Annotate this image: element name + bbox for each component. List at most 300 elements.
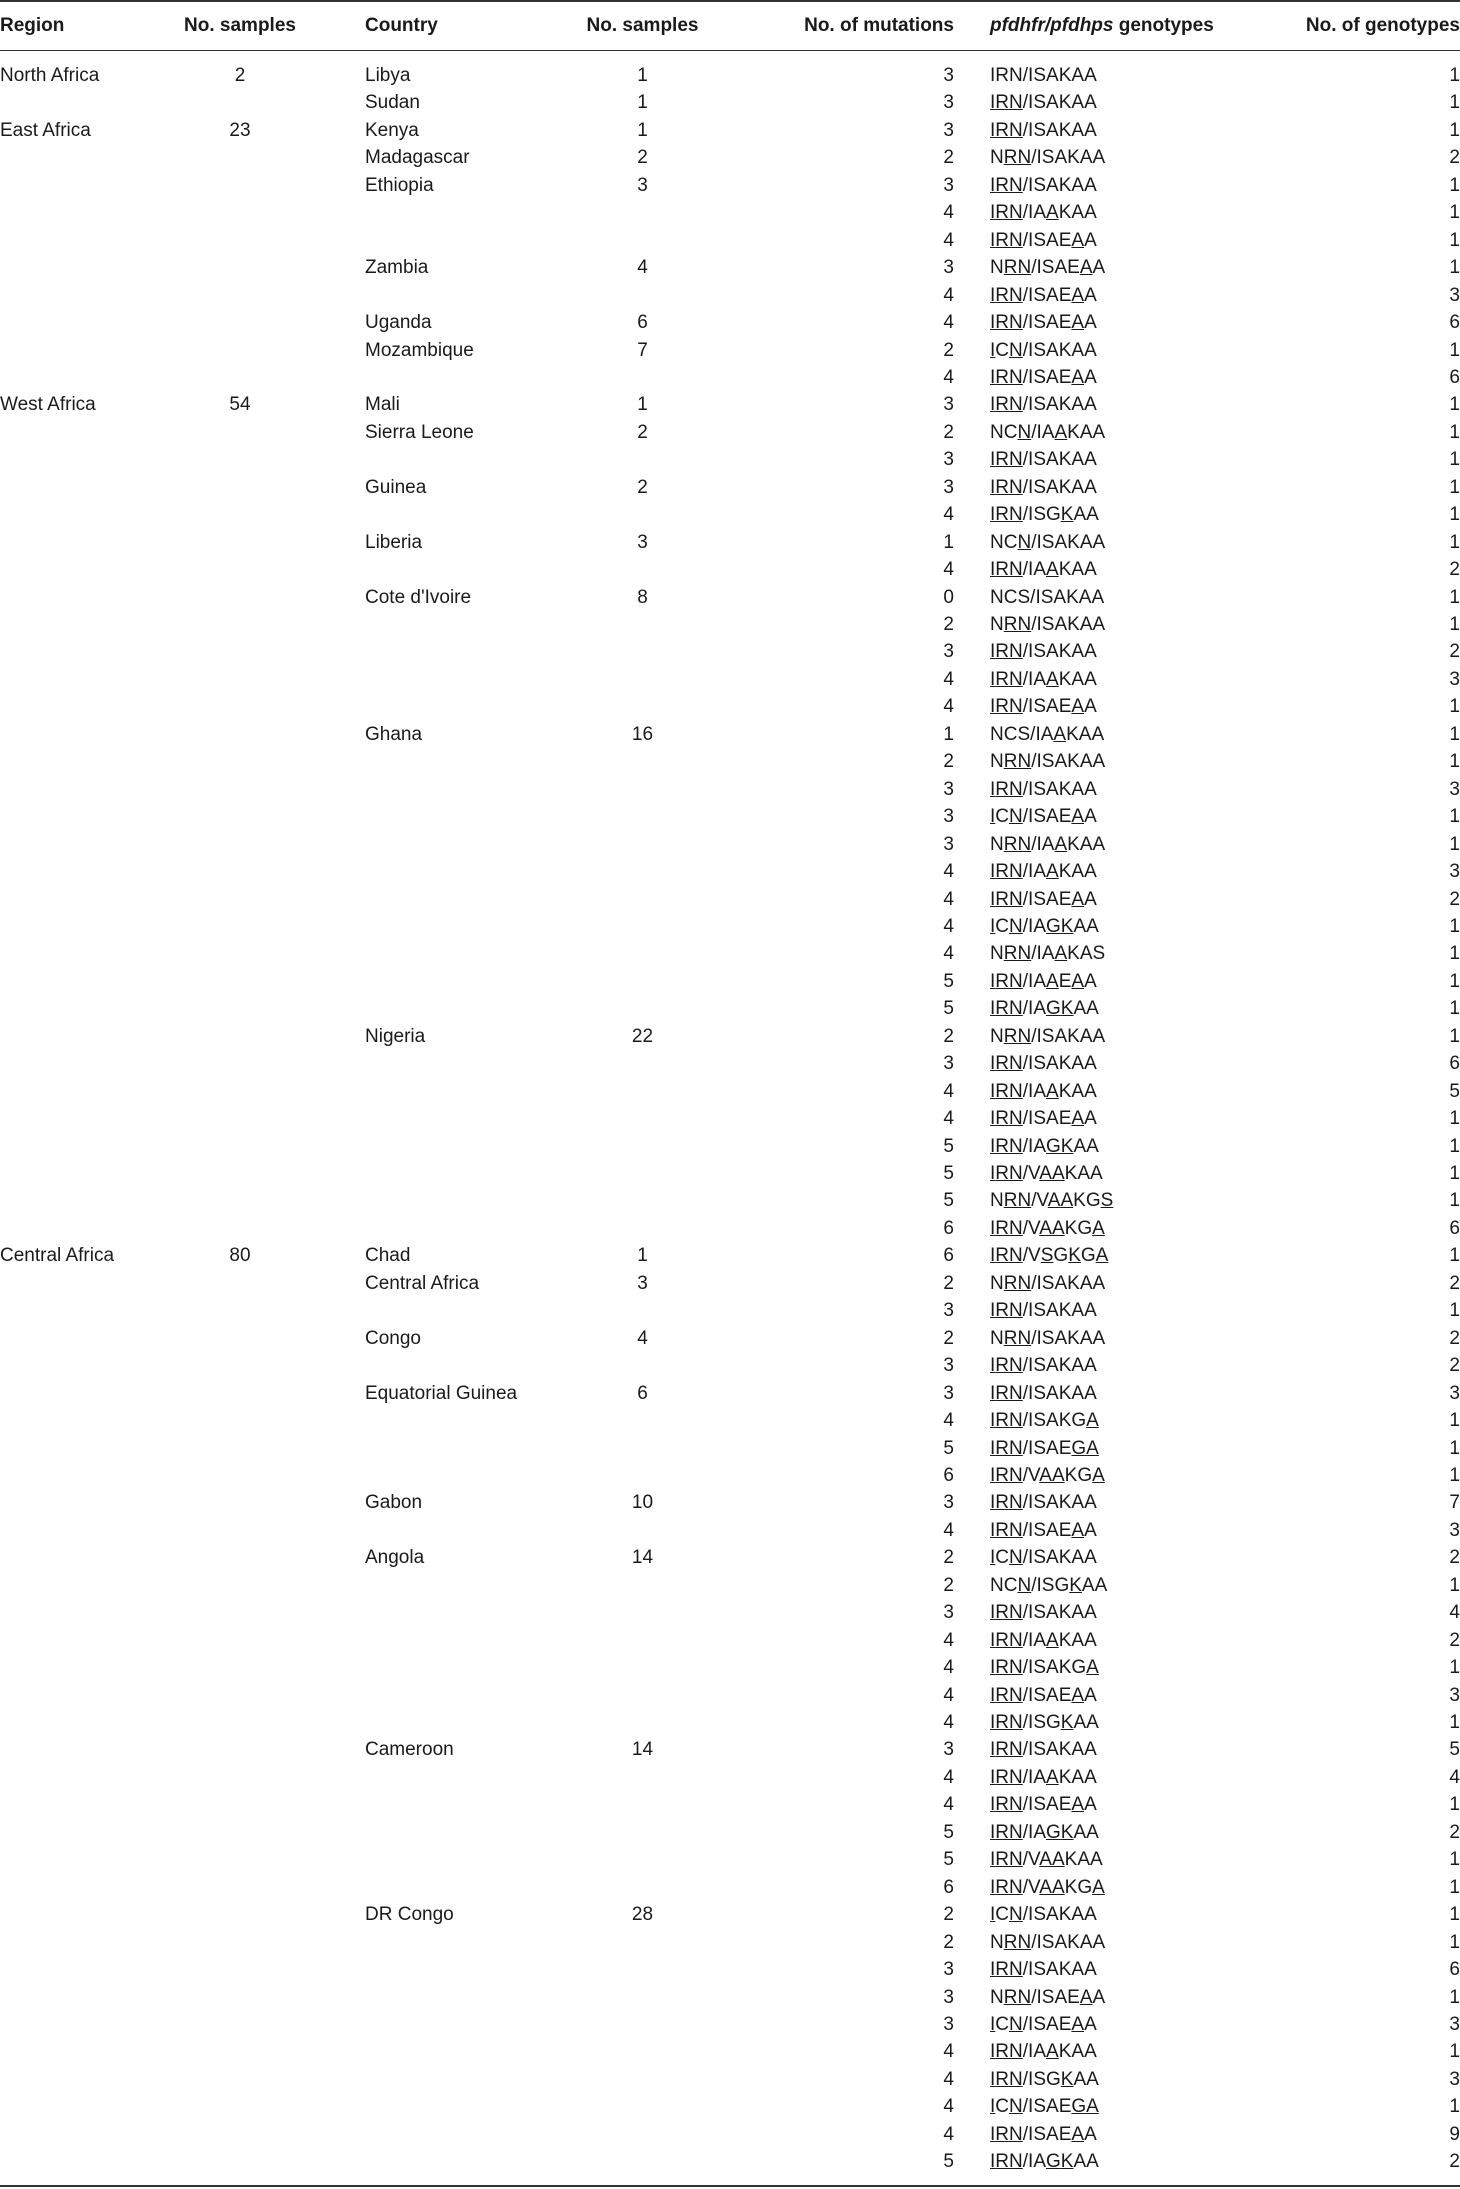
table-row [0,1956,1460,1983]
cell-mutations: 3 [943,1959,954,1981]
cell-genotype-count: 1 [1449,943,1460,965]
cell-genotype: IRN/ISAKAA [990,119,1097,141]
cell-mutations: 2 [943,1574,954,1596]
cell-genotype: NCS/ISAKAA [990,586,1105,608]
cell-mutations: 4 [943,888,954,910]
cell-region-samples [170,2066,310,2094]
cell-country-samples [545,995,740,1023]
cell-country-samples: 2 [637,476,648,498]
cell-region-samples [170,721,310,749]
cell-genotype-count: 1 [1449,1190,1460,1212]
cell-genotype-count: 3 [1449,861,1460,883]
cell-region [0,2121,170,2149]
cell-country [365,1572,565,1600]
cell-genotype-count: 7 [1449,1492,1460,1514]
cell-region [0,1984,170,2012]
cell-genotype-count: 1 [1449,65,1460,86]
cell-country [365,1133,565,1161]
cell-region [0,1736,170,1764]
cell-region-samples [170,1929,310,1957]
cell-genotype-count: 1 [1449,1437,1460,1459]
cell-country [365,803,565,831]
table-row [0,1325,1460,1352]
table-row [0,1297,1460,1324]
cell-mutations: 6 [943,1217,954,1239]
top-rule [0,0,1460,2]
table-row [0,556,1460,583]
cell-country [365,1517,565,1545]
cell-genotype-count: 1 [1449,92,1460,114]
cell-genotype: IRN/ISAKAA [990,1355,1097,1377]
cell-region [0,1270,170,1298]
cell-genotype: IRN/ISAEAA [990,1108,1097,1130]
cell-genotype: IRN/ISAEAA [990,696,1097,718]
cell-genotype: IRN/ISAEAA [990,366,1097,388]
header-gene-pfdhps: pfdhps [1050,15,1114,36]
cell-mutations: 3 [943,174,954,196]
cell-country-samples: 22 [631,1025,654,1047]
cell-country [365,364,565,392]
cell-mutations: 6 [943,1464,954,1486]
cell-genotype-count: 2 [1449,1327,1460,1349]
cell-genotype: IRN/ISAKGA [990,1410,1099,1432]
cell-genotype: IRN/IAGKAA [990,998,1099,1020]
cell-country-samples: 2 [637,421,648,443]
cell-country [365,199,565,227]
cell-genotype-count: 6 [1449,366,1460,388]
cell-genotype: IRN/IAAKAA [990,559,1097,581]
cell-region-samples [170,1709,310,1737]
cell-country-samples [545,1791,740,1819]
cell-region-samples [170,803,310,831]
cell-genotype: NCS/IAAKAA [990,723,1105,745]
cell-country [365,693,565,721]
table-row [0,1187,1460,1214]
table-row [0,748,1460,775]
cell-country-samples [545,1517,740,1545]
cell-region-samples [170,1325,310,1353]
cell-country-samples [545,638,740,666]
cell-country [365,638,565,666]
cell-genotype-count: 9 [1449,2123,1460,2145]
table-row [0,968,1460,995]
table-row [0,199,1460,226]
cell-region [0,1462,170,1490]
cell-country [365,968,565,996]
table-row [0,1791,1460,1818]
cell-region-samples [170,309,310,337]
cell-region [0,1764,170,1792]
cell-genotype-count: 6 [1449,312,1460,334]
cell-region [0,1874,170,1902]
cell-region [0,940,170,968]
cell-country-samples [545,1984,740,2012]
table-row [0,995,1460,1022]
cell-country-samples: 1 [637,119,648,141]
cell-country: Madagascar [365,147,470,169]
cell-region [0,1160,170,1188]
cell-region: West Africa [0,394,96,416]
cell-region: Central Africa [0,1245,115,1267]
cell-country [365,1352,565,1380]
cell-country-samples: 6 [637,312,648,334]
cell-country [365,1187,565,1215]
table-row [0,831,1460,858]
cell-region [0,995,170,1023]
cell-genotype: ICN/ISAKAA [990,1547,1097,1569]
cell-region-samples [170,199,310,227]
cell-region [0,1352,170,1380]
cell-region-samples [170,89,310,117]
cell-region-samples [170,1627,310,1655]
cell-region-samples [170,1984,310,2012]
cell-mutations: 6 [943,1876,954,1898]
cell-country [365,227,565,255]
cell-region-samples [170,1297,310,1325]
cell-genotype: NRN/ISAKAA [990,1272,1106,1294]
table-row [0,1160,1460,1187]
cell-country-samples: 14 [631,1739,654,1761]
cell-genotype-count: 2 [1449,2151,1460,2173]
table-row [0,940,1460,967]
cell-mutations: 5 [943,1163,954,1184]
cell-mutations: 3 [943,257,954,279]
table-row [0,1050,1460,1077]
cell-genotype: IRN/ISAKAA [990,778,1097,800]
cell-genotype: IRN/ISAEAA [990,2123,1097,2145]
cell-genotype: IRN/ISAKAA [990,65,1097,86]
cell-mutations: 2 [943,614,954,635]
cell-region-samples [170,1901,310,1929]
cell-genotype-count: 3 [1449,2068,1460,2090]
cell-genotype: NRN/VAAKGS [990,1190,1114,1212]
table-row [0,144,1460,171]
cell-country-samples [545,1764,740,1792]
cell-mutations: 5 [943,1821,954,1843]
cell-mutations: 3 [943,476,954,498]
cell-region-samples [170,968,310,996]
cell-region-samples [170,1599,310,1627]
cell-region [0,1023,170,1051]
cell-country [365,1105,565,1133]
cell-country [365,1984,565,2012]
cell-mutations: 3 [943,1382,954,1404]
table-row [0,1078,1460,1105]
cell-country: Libya [365,65,411,86]
cell-region-samples [170,172,310,200]
cell-mutations: 4 [943,1108,954,1130]
cell-genotype-count: 2 [1449,1355,1460,1377]
cell-country [365,2093,565,2121]
cell-country [365,1078,565,1106]
cell-mutations: 2 [943,147,954,169]
cell-country [365,1791,565,1819]
cell-region [0,1901,170,1929]
cell-country: Sudan [365,92,420,114]
cell-country [365,1627,565,1655]
header-gene-sep: / [1044,15,1051,36]
cell-region [0,1599,170,1627]
table-row [0,1462,1460,1489]
cell-country-samples: 8 [637,586,648,608]
cell-genotype-count: 1 [1449,833,1460,855]
cell-country [365,1215,565,1243]
cell-country [365,1764,565,1792]
table-row [0,1984,1460,2011]
cell-genotype-count: 3 [1449,668,1460,690]
table-row [0,1489,1460,1516]
table-row [0,1407,1460,1434]
cell-country-samples [545,831,740,859]
cell-genotype-count: 1 [1449,751,1460,773]
cell-country [365,1050,565,1078]
cell-genotype-count: 1 [1449,1574,1460,1596]
cell-genotype: IRN/ISAEAA [990,1519,1097,1541]
cell-region-samples: 2 [234,65,246,86]
cell-country-samples [545,364,740,392]
cell-region [0,1709,170,1737]
header-mutations: No. of mutations [804,15,954,36]
cell-country-samples [545,693,740,721]
cell-region [0,1819,170,1847]
cell-genotype-count: 2 [1449,147,1460,169]
table-row [0,89,1460,116]
cell-country-samples: 1 [637,92,648,114]
cell-genotype: ICN/ISAEAA [990,806,1097,828]
cell-country-samples: 14 [631,1547,654,1569]
header-num-genotypes: No. of genotypes [1305,15,1460,36]
table-row [0,419,1460,446]
cell-genotype: IRN/ISAKAA [990,1300,1097,1322]
cell-region-samples [170,1407,310,1435]
cell-country-samples: 10 [631,1492,654,1514]
cell-mutations: 3 [943,1492,954,1514]
cell-genotype: IRN/ISAKAA [990,92,1097,114]
cell-region [0,886,170,914]
cell-country [365,2011,565,2039]
cell-region [0,1078,170,1106]
cell-country-samples [545,1819,740,1847]
table-row [0,1901,1460,1928]
cell-region-samples [170,995,310,1023]
cell-country-samples [545,1435,740,1463]
cell-mutations: 3 [943,641,954,663]
cell-genotype-count: 1 [1449,174,1460,196]
table-row [0,62,1460,89]
cell-country-samples: 1 [637,394,648,416]
cell-country-samples [545,748,740,776]
cell-genotype: NRN/ISAKAA [990,147,1106,169]
cell-genotype: IRN/ISAKAA [990,174,1097,196]
cell-country-samples [545,913,740,941]
table-row [0,1682,1460,1709]
cell-country [365,2121,565,2149]
cell-country [365,446,565,474]
cell-region: North Africa [0,65,100,86]
cell-genotype-count: 1 [1449,586,1460,608]
cell-genotype-count: 1 [1449,449,1460,471]
table-row [0,1572,1460,1599]
cell-region [0,1297,170,1325]
cell-mutations: 3 [943,778,954,800]
cell-mutations: 4 [943,504,954,526]
cell-country: Zambia [365,257,429,279]
cell-mutations: 4 [943,559,954,581]
table-row [0,474,1460,501]
cell-country-samples [545,501,740,529]
cell-genotype: NRN/ISAKAA [990,614,1106,635]
table-row [0,803,1460,830]
cell-region-samples [170,1682,310,1710]
header-country: Country [365,15,438,36]
cell-mutations: 4 [943,229,954,251]
cell-region-samples [170,858,310,886]
table-row [0,1627,1460,1654]
cell-genotype: IRN/IAAKAA [990,1766,1097,1788]
cell-country [365,1160,565,1188]
cell-country [365,1846,565,1874]
cell-genotype: ICN/ISAKAA [990,339,1097,361]
cell-region-samples [170,2093,310,2121]
cell-country-samples [545,666,740,694]
cell-country-samples: 4 [637,257,648,279]
cell-region [0,2066,170,2094]
cell-country [365,886,565,914]
cell-genotype-count: 1 [1449,696,1460,718]
cell-mutations: 4 [943,1712,954,1733]
cell-country: Nigeria [365,1025,426,1047]
cell-country [365,940,565,968]
cell-region-samples [170,1846,310,1874]
cell-genotype: IRN/IAAKAA [990,861,1097,883]
cell-genotype: IRN/VAAKGA [990,1876,1105,1898]
cell-country-samples [545,1105,740,1133]
cell-genotype-count: 1 [1449,531,1460,553]
table-row [0,529,1460,556]
cell-country [365,282,565,310]
cell-region [0,748,170,776]
cell-genotype: IRN/ISAKAA [990,394,1097,416]
cell-genotype: IRN/IAGKAA [990,1135,1099,1157]
table-row [0,1352,1460,1379]
cell-country: Angola [365,1547,425,1569]
cell-country-samples [545,1160,740,1188]
cell-genotype: IRN/IAGKAA [990,2151,1099,2173]
cell-region [0,1572,170,1600]
cell-region [0,776,170,804]
cell-mutations: 4 [943,1766,954,1788]
cell-genotype-count: 2 [1449,1547,1460,1569]
cell-country-samples [545,1187,740,1215]
cell-country-samples: 3 [637,174,648,196]
cell-region-samples [170,1517,310,1545]
cell-region [0,419,170,447]
cell-genotype: IRN/ISAEAA [990,284,1097,306]
cell-mutations: 3 [943,1355,954,1377]
cell-region [0,309,170,337]
cell-mutations: 4 [943,312,954,334]
cell-mutations: 4 [943,1629,954,1651]
cell-region-samples [170,776,310,804]
cell-region-samples [170,1105,310,1133]
cell-mutations: 0 [943,586,954,608]
cell-mutations: 4 [943,202,954,224]
cell-genotype: NRN/ISAKAA [990,751,1106,773]
cell-country [365,501,565,529]
cell-region [0,556,170,584]
table-row [0,693,1460,720]
cell-country-samples [545,2121,740,2149]
table-row [0,776,1460,803]
cell-region-samples [170,474,310,502]
cell-mutations: 4 [943,284,954,306]
cell-region [0,913,170,941]
cell-region-samples [170,584,310,612]
cell-genotype-count: 3 [1449,1684,1460,1706]
cell-region-samples [170,364,310,392]
cell-genotype-count: 1 [1449,614,1460,635]
table-row [0,1133,1460,1160]
cell-country: Uganda [365,312,432,334]
table-row [0,254,1460,281]
cell-genotype-count: 1 [1449,723,1460,745]
table-row [0,1215,1460,1242]
cell-mutations: 2 [943,339,954,361]
cell-genotype-count: 1 [1449,119,1460,141]
cell-country [365,1929,565,1957]
cell-region-samples [170,1050,310,1078]
cell-genotype: IRN/IAAKAA [990,202,1097,224]
cell-region [0,803,170,831]
cell-genotype: NRN/ISAKAA [990,1025,1106,1047]
cell-country: Equatorial Guinea [365,1382,518,1404]
cell-country-samples [545,1709,740,1737]
cell-region [0,721,170,749]
cell-country [365,2066,565,2094]
cell-country-samples [545,556,740,584]
cell-country-samples [545,803,740,831]
cell-genotype-count: 1 [1449,1163,1460,1184]
cell-region [0,666,170,694]
cell-genotype-count: 1 [1449,1712,1460,1733]
cell-region [0,1407,170,1435]
table-row [0,1874,1460,1901]
cell-region [0,172,170,200]
cell-genotype: IRN/VAAKAA [990,1163,1103,1184]
cell-country-samples [545,1627,740,1655]
cell-country-samples [545,1133,740,1161]
cell-country-samples [545,940,740,968]
cell-mutations: 4 [943,2041,954,2063]
table-row [0,2011,1460,2038]
cell-region [0,227,170,255]
cell-genotype-count: 1 [1449,1464,1460,1486]
table-row [0,501,1460,528]
cell-country-samples: 4 [637,1327,648,1349]
cell-region-samples [170,693,310,721]
cell-mutations: 1 [943,723,954,745]
cell-country: Kenya [365,119,419,141]
cell-genotype-count: 1 [1449,1849,1460,1871]
cell-genotype: NRN/IAAKAS [990,943,1106,965]
cell-genotype-count: 1 [1449,970,1460,992]
cell-country-samples: 28 [631,1904,654,1926]
cell-country-samples [545,1874,740,1902]
cell-genotype: IRN/IAAKAA [990,1629,1097,1651]
cell-country-samples [545,1682,740,1710]
cell-mutations: 2 [943,1025,954,1047]
cell-genotype: NRN/ISAEAA [990,1986,1106,2008]
